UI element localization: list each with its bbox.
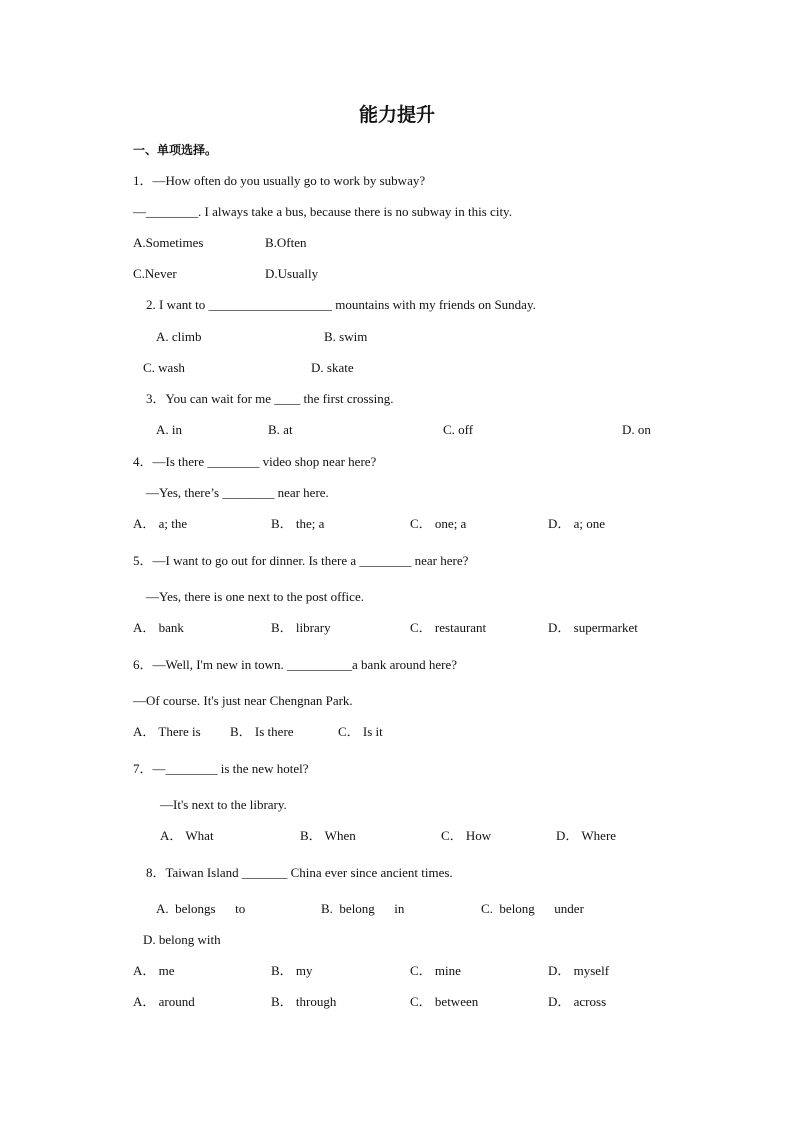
q8-option-b: B. belong in (321, 901, 405, 916)
q5-option-a: A． bank (133, 620, 184, 635)
q10-option-d: D． across (548, 994, 607, 1009)
q9-option-a: A． me (133, 963, 175, 978)
question-1-answer-line: —________. I always take a bus, because there is no subway in this city. (133, 204, 512, 219)
question-2: 2. I want to ___________________ mountains with my friends on Sunday. (146, 297, 536, 312)
q2-option-b: B. swim (324, 329, 368, 344)
q9-option-d: D． myself (548, 963, 610, 978)
page-title: 能力提升 (358, 104, 435, 126)
question-1: 1．—How often do you usually go to work by subway? (133, 173, 426, 188)
q8-option-c: C. belong under (481, 901, 584, 916)
q5-option-b: B． library (271, 620, 331, 635)
question-4: 4．—Is there ________ video shop near here? (133, 454, 377, 469)
question-6: 6．—Well, I'm new in town. __________a bank around here? (133, 657, 458, 672)
q8-option-a: A. belongs to (156, 901, 246, 916)
q3-option-d: D. on (622, 422, 651, 437)
q8-option-d: D. belong with (143, 932, 221, 947)
q3-option-b: B. at (268, 422, 293, 437)
q1-option-d: D.Usually (265, 266, 319, 281)
section-heading: 一、单项选择。 (133, 143, 218, 157)
question-7: 7．—________ is the new hotel? (133, 761, 309, 776)
q4-option-c: C． one; a (410, 516, 467, 531)
question-7-answer-line: —It's next to the library. (160, 797, 287, 812)
q1-option-b: B.Often (265, 235, 307, 250)
q3-option-a: A. in (156, 422, 182, 437)
q5-option-d: D． supermarket (548, 620, 638, 635)
q5-option-c: C． restaurant (410, 620, 487, 635)
q4-option-d: D． a; one (548, 516, 606, 531)
q7-option-a: A． What (160, 828, 214, 843)
question-5: 5．—I want to go out for dinner. Is there a ________ near here? (133, 553, 469, 568)
q1-option-a: A.Sometimes (133, 235, 204, 250)
q10-option-c: C． between (410, 994, 479, 1009)
q9-option-c: C． mine (410, 963, 461, 978)
q3-option-c: C. off (443, 422, 474, 437)
question-8: 8．Taiwan Island _______ China ever since ancient times. (146, 865, 453, 880)
question-3: 3．You can wait for me ____ the first crossing. (146, 391, 394, 406)
q10-option-a: A． around (133, 994, 195, 1009)
q4-option-a: A． a; the (133, 516, 188, 531)
q6-option-b: B． Is there (230, 724, 294, 739)
q7-option-c: C． How (441, 828, 492, 843)
question-5-answer-line: —Yes, there is one next to the post office. (146, 589, 364, 604)
q1-option-c: C.Never (133, 266, 177, 281)
question-4-answer-line: —Yes, there’s ________ near here. (146, 485, 329, 500)
q9-option-b: B． my (271, 963, 313, 978)
q7-option-d: D． Where (556, 828, 617, 843)
q2-option-c: C. wash (143, 360, 185, 375)
q10-option-b: B． through (271, 994, 337, 1009)
q2-option-a: A. climb (156, 329, 202, 344)
q7-option-b: B． When (300, 828, 356, 843)
q4-option-b: B． the; a (271, 516, 325, 531)
q2-option-d: D. skate (311, 360, 354, 375)
q6-option-a: A． There is (133, 724, 201, 739)
q6-option-c: C． Is it (338, 724, 383, 739)
question-6-answer-line: —Of course. It's just near Chengnan Park. (133, 693, 353, 708)
